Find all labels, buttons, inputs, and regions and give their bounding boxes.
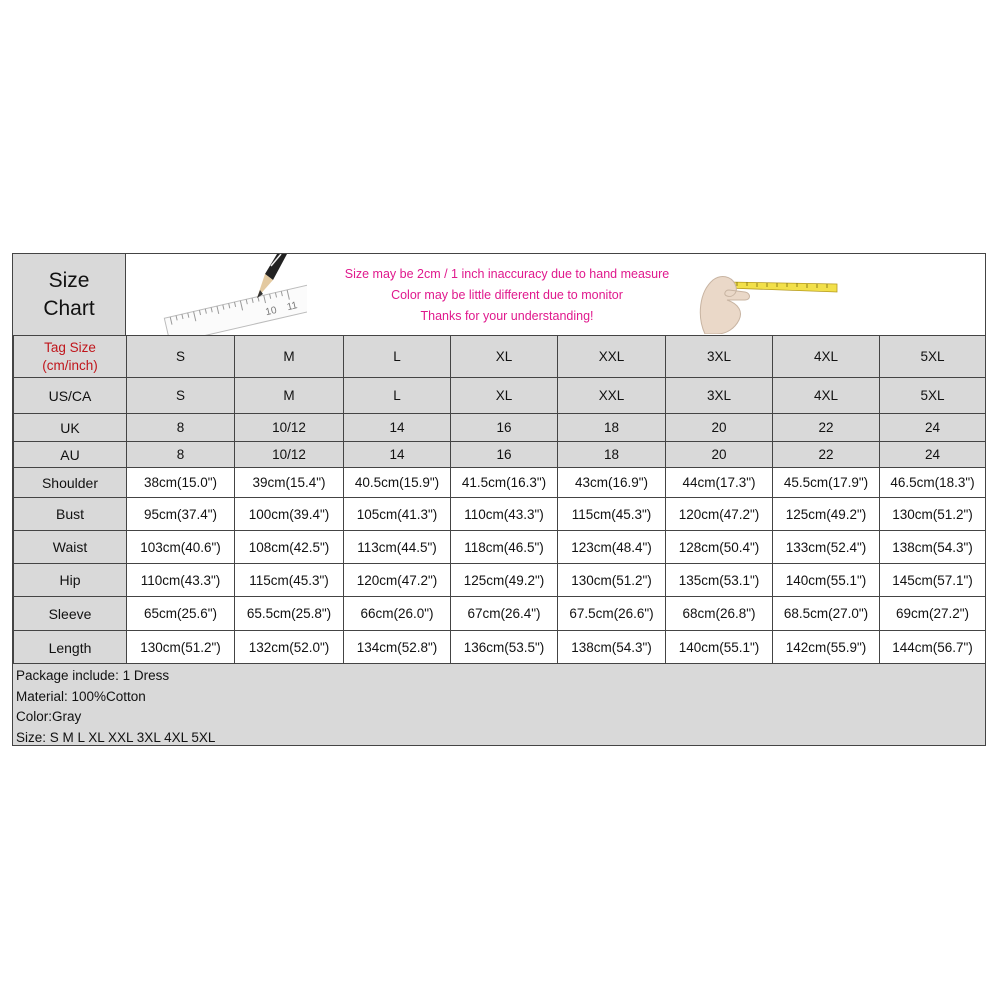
table-cell: S xyxy=(127,378,235,414)
table-cell: 67cm(26.4") xyxy=(451,597,558,631)
table-cell: 66cm(26.0") xyxy=(344,597,451,631)
table-cell: 110cm(43.3") xyxy=(451,498,558,531)
row-label-shoulder: Shoulder xyxy=(14,468,127,498)
table-cell: 3XL xyxy=(666,336,773,378)
table-cell: 3XL xyxy=(666,378,773,414)
table-cell: 132cm(52.0") xyxy=(235,631,344,665)
table-cell: 130cm(51.2") xyxy=(127,631,235,665)
row-label-uk: UK xyxy=(14,414,127,442)
size-chart-title-line2: Chart xyxy=(43,296,95,320)
row-label-length: Length xyxy=(14,631,127,665)
tag-size-label-line1: Tag Size xyxy=(44,339,96,355)
ruler-number-11: 11 xyxy=(285,300,299,314)
row-label-tag-size xyxy=(14,336,127,378)
table-cell: 135cm(53.1") xyxy=(666,564,773,597)
table-row-length xyxy=(14,631,986,665)
table-cell: 22 xyxy=(773,414,880,442)
table-cell: M xyxy=(235,336,344,378)
table-cell: 5XL xyxy=(880,336,986,378)
table-row-hip xyxy=(14,564,986,597)
table-cell: 142cm(55.9") xyxy=(773,631,880,665)
table-cell: 125cm(49.2") xyxy=(773,498,880,531)
table-cell: 16 xyxy=(451,414,558,442)
banner-notes xyxy=(297,264,717,327)
row-label-hip: Hip xyxy=(14,564,127,597)
table-cell: 41.5cm(16.3") xyxy=(451,468,558,498)
table-cell: 45.5cm(17.9") xyxy=(773,468,880,498)
table-cell: 144cm(56.7") xyxy=(880,631,986,665)
table-cell: 130cm(51.2") xyxy=(558,564,666,597)
material-text: Material: 100%Cotton xyxy=(16,688,146,704)
table-cell: 138cm(54.3") xyxy=(880,531,986,564)
table-cell: 40.5cm(15.9") xyxy=(344,468,451,498)
table-cell: 68cm(26.8") xyxy=(666,597,773,631)
table-cell: 125cm(49.2") xyxy=(451,564,558,597)
product-details xyxy=(13,663,985,745)
table-cell: 118cm(46.5") xyxy=(451,531,558,564)
table-cell: L xyxy=(344,336,451,378)
table-row-uk xyxy=(14,414,986,442)
table-cell: 18 xyxy=(558,442,666,468)
table-cell: 123cm(48.4") xyxy=(558,531,666,564)
size-chart xyxy=(12,253,986,746)
table-cell: 105cm(41.3") xyxy=(344,498,451,531)
table-cell: 133cm(52.4") xyxy=(773,531,880,564)
table-row-us-ca xyxy=(14,378,986,414)
row-label-us-ca: US/CA xyxy=(14,378,127,414)
table-cell: 20 xyxy=(666,442,773,468)
table-row-waist xyxy=(14,531,986,564)
table-cell: 46.5cm(18.3") xyxy=(880,468,986,498)
table-cell: 140cm(55.1") xyxy=(666,631,773,665)
size-chart-title xyxy=(13,254,126,335)
table-cell: 14 xyxy=(344,414,451,442)
table-cell: 18 xyxy=(558,414,666,442)
package-include-text: Package include: 1 Dress xyxy=(16,668,170,683)
table-row-tag-size xyxy=(14,336,986,378)
table-cell: 110cm(43.3") xyxy=(127,564,235,597)
table-cell: 145cm(57.1") xyxy=(880,564,986,597)
table-cell: 4XL xyxy=(773,336,880,378)
table-cell: 65.5cm(25.8") xyxy=(235,597,344,631)
table-cell: 8 xyxy=(127,442,235,468)
table-cell: 68.5cm(27.0") xyxy=(773,597,880,631)
banner-note-thanks: Thanks for your understanding! xyxy=(420,309,594,323)
table-row-au xyxy=(14,442,986,468)
table-cell: 10/12 xyxy=(235,442,344,468)
table-cell: 115cm(45.3") xyxy=(558,498,666,531)
table-cell: 108cm(42.5") xyxy=(235,531,344,564)
table-cell: 69cm(27.2") xyxy=(880,597,986,631)
table-cell: 5XL xyxy=(880,378,986,414)
table-cell: 120cm(47.2") xyxy=(344,564,451,597)
table-cell: 115cm(45.3") xyxy=(235,564,344,597)
pencil-ruler-icon xyxy=(147,254,307,335)
table-cell: XL xyxy=(451,336,558,378)
table-cell: 39cm(15.4") xyxy=(235,468,344,498)
row-label-bust: Bust xyxy=(14,498,127,531)
table-cell: 95cm(37.4") xyxy=(127,498,235,531)
table-cell: 140cm(55.1") xyxy=(773,564,880,597)
table-cell: M xyxy=(235,378,344,414)
table-cell: XXL xyxy=(558,378,666,414)
table-cell: 8 xyxy=(127,414,235,442)
size-list-text: Size: S M L XL XXL 3XL 4XL 5XL xyxy=(16,729,216,745)
table-cell: 120cm(47.2") xyxy=(666,498,773,531)
banner-note-color: Color may be little different due to monitor xyxy=(391,288,623,302)
row-label-waist: Waist xyxy=(14,531,127,564)
table-row-sleeve xyxy=(14,597,986,631)
table-cell: 134cm(52.8") xyxy=(344,631,451,665)
table-row-bust xyxy=(14,498,986,531)
color-text: Color:Gray xyxy=(16,709,82,724)
table-cell: 10/12 xyxy=(235,414,344,442)
table-cell: S xyxy=(127,336,235,378)
size-chart-title-line1: Size xyxy=(48,268,90,292)
table-cell: XXL xyxy=(558,336,666,378)
table-cell: L xyxy=(344,378,451,414)
tag-size-label xyxy=(14,339,126,375)
table-cell: 20 xyxy=(666,414,773,442)
table-cell: 67.5cm(26.6") xyxy=(558,597,666,631)
table-cell: 113cm(44.5") xyxy=(344,531,451,564)
table-cell: 138cm(54.3") xyxy=(558,631,666,665)
table-cell: 4XL xyxy=(773,378,880,414)
table-cell: 24 xyxy=(880,414,986,442)
row-label-sleeve: Sleeve xyxy=(14,597,127,631)
row-label-au: AU xyxy=(14,442,127,468)
size-table xyxy=(13,335,986,665)
table-cell: 65cm(25.6") xyxy=(127,597,235,631)
table-cell: 14 xyxy=(344,442,451,468)
chart-header xyxy=(13,254,985,336)
tag-size-label-line2: (cm/inch) xyxy=(42,357,98,373)
table-cell: 128cm(50.4") xyxy=(666,531,773,564)
table-cell: 130cm(51.2") xyxy=(880,498,986,531)
table-cell: 24 xyxy=(880,442,986,468)
table-cell: 100cm(39.4") xyxy=(235,498,344,531)
measurement-banner xyxy=(127,254,985,335)
table-cell: 38cm(15.0") xyxy=(127,468,235,498)
ruler-number-10: 10 xyxy=(264,304,278,319)
hand-tape-measure-icon xyxy=(687,262,847,334)
banner-note-measure: Size may be 2cm / 1 inch inaccuracy due to hand measure xyxy=(344,267,670,281)
table-cell: 103cm(40.6") xyxy=(127,531,235,564)
table-row-shoulder xyxy=(14,468,986,498)
table-cell: XL xyxy=(451,378,558,414)
table-cell: 16 xyxy=(451,442,558,468)
table-cell: 44cm(17.3") xyxy=(666,468,773,498)
table-cell: 136cm(53.5") xyxy=(451,631,558,665)
table-cell: 43cm(16.9") xyxy=(558,468,666,498)
table-cell: 22 xyxy=(773,442,880,468)
